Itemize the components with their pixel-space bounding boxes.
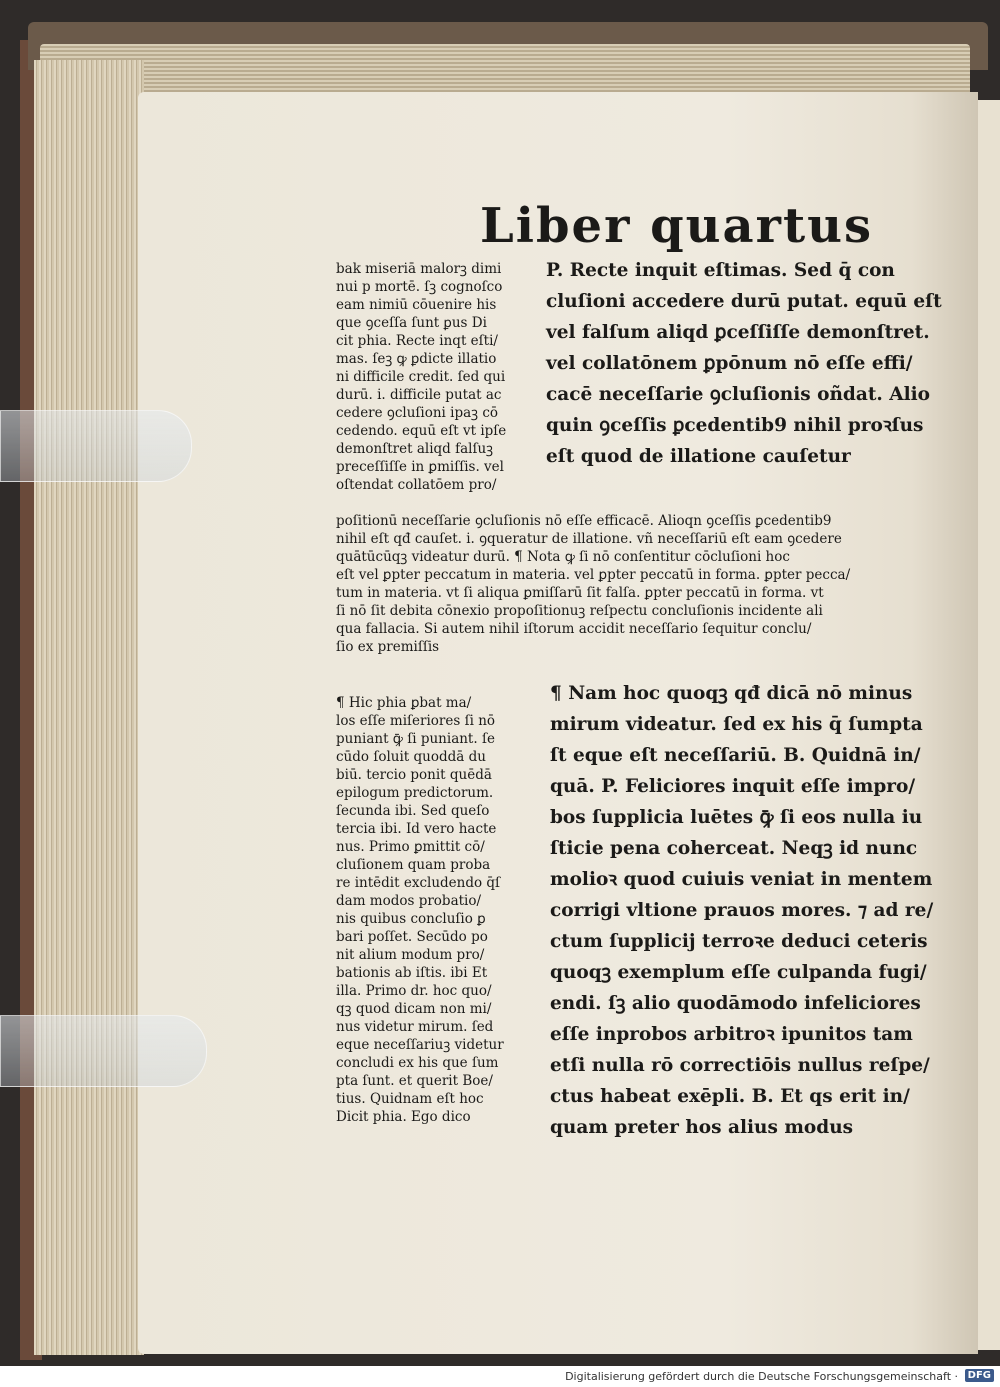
text-line: ¶ Nam hoc quoqꝫ qđ dicā nō minus [550,683,913,704]
text-line: cluſioni accedere durū putat. equū eſt [546,291,942,312]
text-line: quātūcūqꝫ videatur durū. ¶ Nota ꝙ ſi nō conſentitur cōcluſioni hoc [336,549,790,565]
text-line: mas. ſeꝫ ꝙ ꝑdicte illatio [336,351,497,367]
text-line: ctus habeat exēpli. B. Et qs erit in/ [550,1086,910,1107]
text-line: eque neceſſariuꝫ videtur [336,1037,504,1053]
text-line: P. Recte inquit eſtimas. Sed q̄ con [546,260,895,281]
text-line: ¶ Hic phia ꝑbat ma/ [336,695,472,711]
text-line: los eſſe miſeriores ſi nō [336,713,496,729]
text-line: demonſtret aliqd falſuꝫ [336,441,494,457]
text-line: tius. Quidnam eſt hoc [336,1091,484,1107]
text-line: etſi nulla rō correctiōis nullus reſpe/ [550,1055,930,1076]
text-line: quam preter hos alius modus [550,1117,854,1138]
text-line: oſtendat collatōem pro/ [336,477,497,493]
text-line: qua fallacia. Si autem nihil iſtorum accidit neceſſario ſequitur conclu/ [336,621,812,637]
text-line: nis quibus concluſio ꝑ [336,911,486,927]
text-line: poſitionū neceſſarie ꝯcluſionis nō eſſe efficacē. Alioqn ꝯceſſis ꝑcedentib9 [336,513,832,529]
text-line: re intēdit excludendo q̄ſ [336,875,501,891]
text-line: bak miseriā malorꝫ dimi [336,261,502,277]
text-line: vel collatōnem ꝑpōnum nō eſſe effi/ [546,353,913,374]
text-line: que ꝯceſſa ſunt ꝑus Di [336,315,487,331]
text-line: ſi nō ſit debita cōnexio propoſitionuꝫ reſpectu concluſionis incidente ali [336,603,823,619]
text-line: eſt quod de illatione cauſetur [546,446,851,467]
text-line: Dicit phia. Ego dico [336,1109,471,1125]
text-line: mirum videatur. ſed ex his q̄ ſumpta [550,714,923,735]
text-line: tercia ibi. Id vero hacte [336,821,497,837]
text-line: bos ſupplicia luētes ꝙ̄ ſi eos nulla iu [550,807,923,828]
page-holder-clip-bottom [0,1015,207,1087]
text-line: quā. P. Feliciores inquit eſſe impro/ [550,776,916,797]
text-line: ni difficile credit. ſed qui [336,369,506,385]
gloss-bottom [336,694,542,1126]
text-line: cedere ꝯcluſioni ipaꝫ cō [336,405,499,421]
text-line: durū. i. difficile putat ac [336,387,502,403]
text-line: epilogum predictorum. [336,785,494,801]
text-line: preceſſiſſe in ꝑmiſſis. vel [336,459,504,475]
main-text-bottom [550,678,934,1143]
text-line: qꝫ quod dicam non mi/ [336,1001,492,1017]
text-line: cit phia. Recte inqt eſti/ [336,333,498,349]
footer-credit: Digitalisierung gefördert durch die Deutsche Forschungsgemeinschaft · [565,1370,958,1383]
text-line: quoqꝫ exemplum eſſe culpanda fugi/ [550,962,927,983]
footer-bar [0,1366,1000,1387]
text-line: bationis ab iſtis. ibi Et [336,965,488,981]
text-line: quin ꝯceſſis ꝑcedentib9 nihil proꝛſus [546,415,924,436]
text-line: corrigi vltione prauos mores. ⁊ ad re/ [550,900,934,921]
text-line: endi. ſꝫ alio quodāmodo infeliciores [550,993,921,1014]
gloss-top [336,260,536,494]
text-line: cacē neceſſarie ꝯcluſionis oñdat. Alio [546,384,931,405]
gloss-full-width [336,512,906,656]
text-line: ſticie pena coherceat. Neqꝫ id nunc [550,838,918,859]
main-text-top [546,255,942,472]
page-holder-clip-top [0,410,192,482]
text-line: eſſe inprobos arbitroꝛ ipunitos tam [550,1024,913,1045]
page-fore-edge [34,60,144,1355]
text-line: ſt eque eſt neceſſariū. B. Quidnā in/ [550,745,921,766]
text-line: eſt vel ꝑpter peccatum in materia. vel ꝑpter peccatū in forma. ꝑpter pecca/ [336,567,851,583]
text-line: nihil eſt qđ cauſet. i. ꝯqueratur de illatione. vñ neceſſariū eſt eam ꝯcedere [336,531,842,547]
text-line: biū. tercio ponit quēdā [336,767,492,783]
text-line: nus. Primo ꝑmittit cō/ [336,839,485,855]
text-line: ctum ſupplicij terroꝛe deduci ceteris [550,931,928,952]
text-line: ſio ex premiſſis [336,639,440,655]
text-line: illa. Primo dr. hoc quo/ [336,983,492,999]
text-line: nus videtur mirum. ſed [336,1019,494,1035]
text-line: ſecunda ibi. Sed queſo [336,803,490,819]
text-line: cūdo ſoluit quoddā du [336,749,486,765]
dfg-logo: DFG [965,1369,994,1382]
text-line: nui p mortē. ſꝫ cognoſco [336,279,503,295]
text-line: vel falſum aliqd ꝑceſſiſſe demonſtret. [546,322,930,343]
text-line: cedendo. equū eſt vt ipſe [336,423,507,439]
text-line: pta ſunt. et querit Boe/ [336,1073,493,1089]
text-line: molioꝛ quod cuiuis veniat in mentem [550,869,933,890]
text-line: eam nimiū cōuenire his [336,297,497,313]
text-line: tum in materia. vt ſi aliqua ꝑmiſſarū ſit falſa. ꝑpter peccatū in forma. vt [336,585,824,601]
text-line: dam modos probatio/ [336,893,482,909]
page-title: Liber quartus [480,198,874,254]
text-line: puniant ꝙ̄ ſi puniant. ſe [336,731,495,747]
text-line: cluſionem quam proba [336,857,491,873]
text-line: concludi ex his que ſum [336,1055,499,1071]
text-line: nit alium modum pro/ [336,947,485,963]
text-line: bari poſſet. Secūdo po [336,929,488,945]
